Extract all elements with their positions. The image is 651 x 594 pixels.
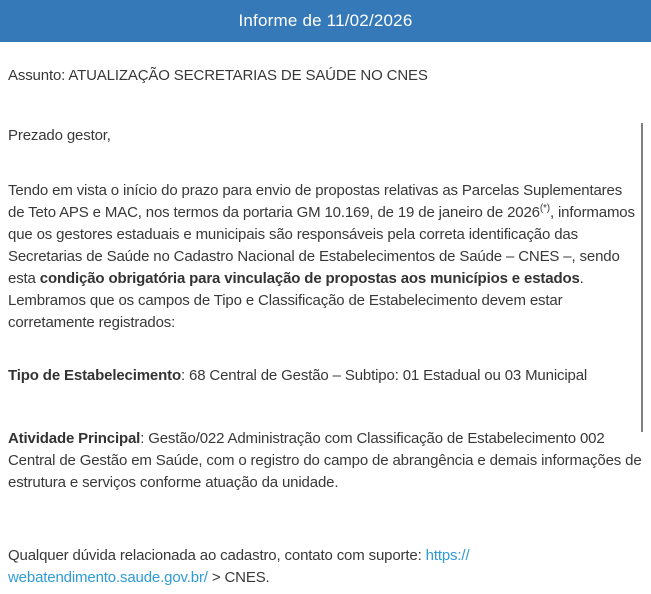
tipo-label: Tipo de Estabelecimento [8,367,181,384]
atividade-value: : Gestão/022 Administração com Classificação de Estabelecimento 002 Central de Gestão em Saúde, com o registro do campo de abrangência e demais informações de estrutura e serviços conforme atuação da unidade. [8,430,642,491]
vertical-scrollbar-thumb[interactable] [641,123,643,432]
greeting: Prezado gestor, [8,127,111,144]
mandatory-condition-bold: condição obrigatória para vinculação de propostas aos municípios e estados [39,270,580,287]
paragraph-part3: . Lembramos que os campos de Tipo e Classificação de Estabelecimento devem estar corretamente registrados: [8,270,584,331]
informe-title: Informe de 11/02/2026 [238,11,413,30]
tipo-value: : 68 Central de Gestão – Subtipo: 01 Estadual ou 03 Municipal [180,367,588,384]
tipo-estabelecimento-line [8,365,636,387]
paragraph-part1: Tendo em vista o início do prazo para envio de propostas relativas as Parcelas Suplementares de Teto APS e MAC, nos termos da portaria GM 10.169, de 19 de janeiro de 2026 [8,182,623,221]
contact-prefix: Qualquer dúvida relacionada ao cadastro, contato com suporte: [8,547,426,564]
support-link-line1: https:// [425,547,470,564]
informe-content [0,65,644,589]
subject-label: Assunto: [8,67,69,84]
subject-text: ATUALIZAÇÃO SECRETARIAS DE SAÚDE NO CNES [68,67,428,84]
contact-suffix: > CNES. [207,569,270,586]
informe-header [0,0,651,42]
atividade-label: Atividade Principal [8,430,141,447]
subject-line [8,65,636,87]
main-paragraph [8,180,642,334]
support-contact-paragraph [8,545,636,589]
paragraph-part2: , informamos que os gestores estaduais e municipais são responsáveis pela correta identificação das Secretarias de Saúde no Cadastro Nacional de Estabelecimentos de Saúde – CNES –, sendo esta [8,204,635,287]
support-link-line2: webatendimento.saude.gov.br/ [8,569,208,586]
footnote-marker: (*) [539,203,550,214]
atividade-principal-paragraph [8,428,642,494]
